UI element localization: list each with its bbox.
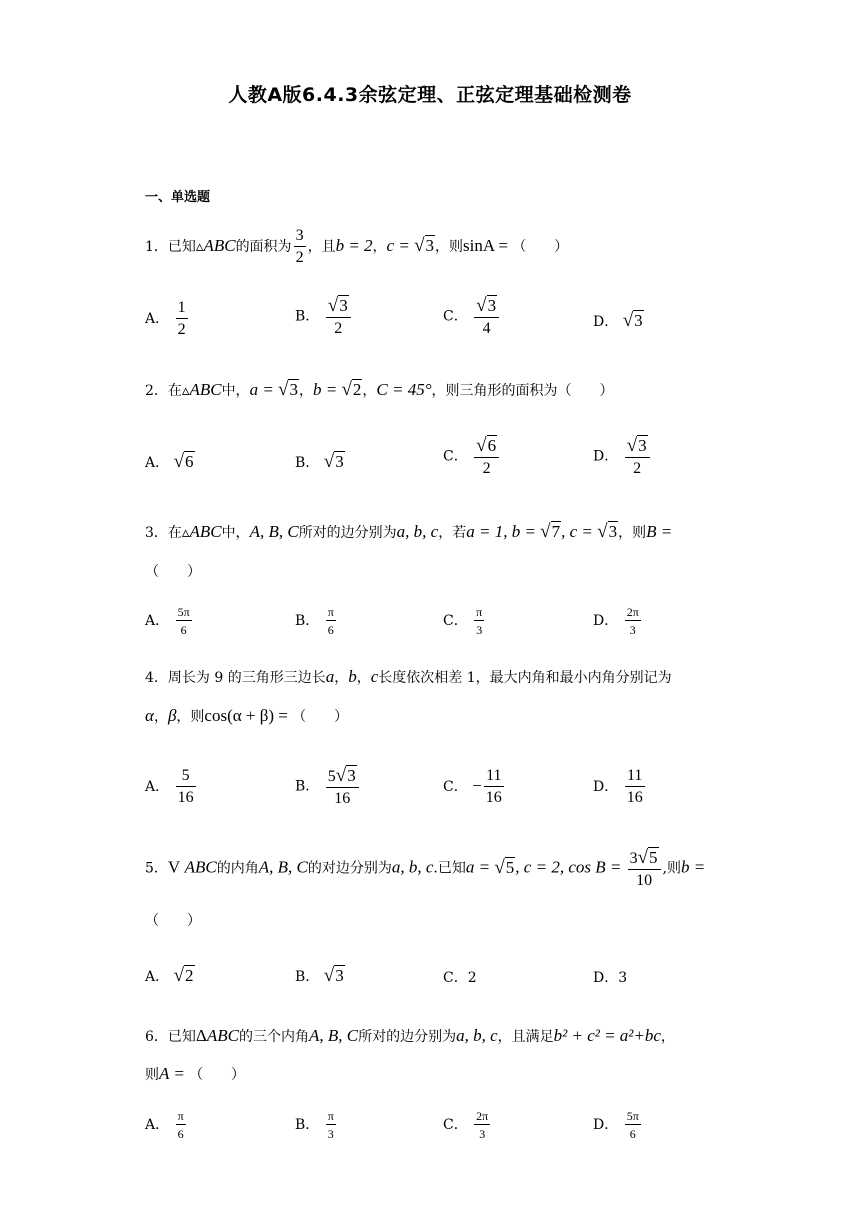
math-expression: b =: [312, 380, 342, 399]
fraction-pi-3: [474, 606, 484, 636]
option-label: D．: [593, 779, 619, 795]
fraction-11-16: [484, 768, 504, 806]
option-label: B．: [295, 455, 320, 471]
option-label: A．: [145, 455, 170, 471]
option-label: D．: [593, 314, 619, 330]
math-expression: a, b, c: [456, 1026, 498, 1045]
question-text: ，: [372, 239, 387, 255]
option-label: A．: [145, 969, 170, 985]
sqrt-5: √5: [494, 856, 515, 878]
sqrt-3: √3: [597, 521, 618, 542]
math-expression: B =: [646, 522, 673, 541]
question-text: 中，: [221, 525, 250, 541]
numerator: 2π: [476, 1109, 489, 1123]
option-label: B．: [295, 1117, 320, 1133]
fraction-2pi-3: [474, 1110, 490, 1140]
denominator: 4: [482, 320, 491, 337]
question-number: 4．: [145, 670, 168, 686]
question-text: （ ）: [189, 1067, 246, 1083]
math-expression: a, b, c: [396, 522, 439, 541]
option-label: C．: [443, 613, 468, 629]
page-title: 人教A版6.4.3余弦定理、正弦定理基础检测卷: [228, 84, 632, 106]
fraction-sqrt3-2: [326, 296, 351, 337]
option-value: 3: [618, 970, 628, 986]
radicand: 6: [185, 452, 194, 471]
question-number: 5．: [145, 860, 168, 877]
section-heading: 一、单选题: [145, 190, 211, 205]
sqrt-7: √7: [540, 521, 561, 542]
math-expression: b =: [680, 857, 706, 877]
option-label: A．: [145, 1117, 170, 1133]
option-label: C．: [443, 448, 468, 465]
sqrt-6: √6: [173, 451, 194, 472]
question-4-line2: [145, 706, 348, 726]
fraction-1-2: [176, 300, 188, 338]
numerator: π: [327, 1109, 334, 1123]
option-label: C．: [443, 1117, 468, 1133]
sqrt-2: √2: [173, 965, 194, 986]
question-5: [145, 848, 705, 889]
question-3: [145, 521, 672, 543]
option-label: B．: [295, 969, 320, 985]
denominator: 2: [633, 460, 642, 477]
option-label: A．: [145, 779, 170, 795]
numerator: 5π: [177, 605, 190, 619]
radicand: 3: [634, 311, 643, 330]
question-text: ，若: [438, 525, 467, 541]
question-text: ，: [153, 709, 168, 725]
question-text: 长度依次相差 1，最大内角和最小内角分别记为: [378, 670, 672, 686]
option-4a[interactable]: [145, 768, 198, 806]
question-text: 周长为 9 的三角形三边长: [167, 670, 326, 686]
question-6: 6．已知ΔABC的三个内角A, B, C所对的边分别为a, b, c，且满足b² + c² = a²+bc，: [145, 1026, 675, 1045]
question-2: [145, 379, 614, 401]
numerator: π: [327, 605, 334, 619]
option-label: D．: [593, 1117, 619, 1133]
coefficient: 3: [629, 850, 638, 867]
denominator: 3: [476, 623, 483, 637]
math-expression: b = 2: [335, 236, 373, 255]
option-label: D．: [593, 448, 619, 465]
math-expression: a = 1, b =: [466, 522, 541, 541]
math-expression: a =: [465, 857, 495, 877]
triangle-symbol: ▵: [195, 237, 204, 255]
math-expression: a, b, c: [391, 857, 434, 877]
option-6d[interactable]: [593, 1110, 643, 1140]
denominator: 16: [334, 790, 351, 807]
numerator: π: [476, 605, 483, 619]
sqrt-3: √3: [323, 451, 344, 472]
option-label: A．: [145, 311, 170, 327]
denominator: 3: [629, 623, 636, 637]
sqrt-5: √5: [637, 847, 658, 868]
radicand: 3: [425, 236, 435, 255]
question-number: 1．: [145, 239, 168, 255]
fraction-pi-6: [326, 606, 336, 636]
option-3b[interactable]: [295, 606, 338, 636]
math-expression: , c = 2, cos B =: [515, 857, 626, 877]
option-5a[interactable]: [145, 965, 195, 987]
math-var: α: [145, 706, 154, 725]
math-var: β: [167, 706, 177, 725]
radicand: 7: [551, 522, 561, 541]
math-var: c: [370, 667, 379, 686]
triangle-symbol: ▵: [181, 381, 190, 399]
math-expression: A =: [159, 1064, 190, 1083]
option-2b[interactable]: [295, 451, 345, 473]
fraction-pi-3: [326, 1110, 336, 1140]
radicand: 3: [638, 436, 647, 455]
question-text: ，则: [176, 709, 205, 725]
option-label: B．: [295, 308, 320, 325]
question-number: 3．: [145, 525, 168, 541]
option-value: 2: [467, 970, 477, 986]
fraction-11-16: [625, 768, 645, 806]
option-5d[interactable]: [593, 967, 627, 987]
fraction-5-16: [176, 768, 196, 806]
option-6c[interactable]: [443, 1110, 492, 1140]
numerator: 11: [484, 768, 504, 787]
question-3-answer-blank: （ ）: [145, 564, 201, 580]
math-expression: A, B, C: [308, 1026, 359, 1045]
radicand: 2: [352, 380, 362, 399]
denominator: 2: [334, 320, 343, 337]
numerator: 11: [625, 768, 645, 787]
question-text: （ ）: [512, 239, 569, 255]
denominator: 3: [479, 1127, 486, 1141]
math-abc: ABC: [189, 380, 222, 399]
option-1b[interactable]: [295, 296, 353, 337]
sqrt-3: √3: [327, 295, 348, 316]
option-label: C．: [443, 970, 468, 986]
option-5b[interactable]: [295, 965, 345, 987]
fraction-sqrt3-4: [474, 296, 499, 337]
question-number: 6．: [145, 1029, 168, 1045]
question-text: 的对边分别为: [307, 860, 392, 877]
question-text: ，: [356, 670, 371, 686]
sqrt-3: √3: [476, 295, 497, 316]
denominator: 10: [636, 872, 653, 889]
option-label: C．: [443, 779, 468, 795]
question-text: ，: [334, 670, 349, 686]
math-abc: ABC: [189, 522, 222, 541]
radicand: 3: [289, 380, 298, 399]
denominator: 16: [626, 789, 643, 806]
option-4b[interactable]: [295, 766, 361, 807]
denominator: 6: [177, 1127, 184, 1141]
fraction-5sqrt3-16: [326, 766, 359, 807]
fraction-pi-6: [176, 1110, 186, 1140]
question-text: 则: [145, 1067, 159, 1083]
question-text: ，: [362, 383, 377, 399]
denominator: 2: [295, 249, 304, 266]
option-label: D．: [593, 613, 619, 629]
math-abc: ABC: [184, 857, 217, 877]
fraction-2pi-3: [625, 606, 641, 636]
option-3d[interactable]: [593, 606, 643, 636]
question-text: .已知: [433, 860, 466, 877]
question-5-answer-blank: （ ）: [145, 913, 201, 929]
question-text: 中，: [221, 383, 250, 399]
math-expression: C = 45°: [376, 380, 432, 399]
math-expression: sinA =: [463, 236, 513, 255]
fraction-3sqrt5-10: [628, 848, 661, 889]
question-text: 在: [167, 525, 182, 541]
option-label: D．: [593, 970, 619, 986]
math-abc: ABC: [203, 236, 236, 255]
question-text: 已知: [167, 239, 196, 255]
math-expression: c =: [386, 236, 415, 255]
question-text: ，且满足: [497, 1029, 554, 1045]
question-text: ,则: [662, 860, 681, 877]
option-label: A．: [145, 613, 170, 629]
denominator: 16: [177, 789, 194, 806]
radicand: 3: [339, 296, 348, 315]
option-4d[interactable]: [593, 768, 647, 806]
option-1c[interactable]: [443, 296, 501, 337]
question-1: [145, 228, 568, 266]
math-expression: b² + c² = a²+bc: [553, 1026, 661, 1045]
fraction-3-2: [294, 228, 306, 266]
option-1a[interactable]: [145, 300, 190, 338]
sqrt-2: √2: [341, 379, 362, 400]
denominator: 16: [485, 789, 502, 806]
math-expression: a =: [249, 380, 279, 399]
numerator: 3: [294, 228, 306, 247]
fraction-5pi-6: [176, 606, 192, 636]
sqrt-3: √3: [278, 379, 298, 400]
question-4: [145, 667, 672, 687]
fraction-sqrt6-2: [474, 436, 499, 477]
option-1d[interactable]: [593, 310, 644, 332]
question-text: 已知: [167, 1029, 196, 1045]
sqrt-3: √3: [622, 310, 643, 331]
math-expression: A, B, C: [249, 522, 299, 541]
denominator: 2: [482, 460, 491, 477]
numerator: 1: [176, 300, 188, 319]
radicand: 3: [608, 522, 618, 541]
radicand: 3: [335, 966, 344, 985]
option-label: C．: [443, 308, 468, 325]
denominator: 2: [177, 321, 186, 338]
math-expression: , c =: [561, 522, 598, 541]
denominator: 6: [327, 623, 334, 637]
question-text: ，则: [435, 239, 464, 255]
option-3a[interactable]: [145, 606, 194, 636]
sqrt-3: √3: [414, 235, 435, 256]
math-abc: ABC: [206, 1026, 239, 1045]
sqrt-6: √6: [476, 435, 497, 456]
question-text: ，: [298, 383, 313, 399]
radicand: 6: [487, 436, 497, 455]
sqrt-3: √3: [335, 765, 356, 786]
question-6-line2: [145, 1064, 245, 1084]
sqrt-3: √3: [626, 435, 647, 456]
radicand: 3: [335, 452, 344, 471]
question-text: 的内角: [216, 860, 259, 877]
option-label: B．: [295, 613, 320, 629]
denominator: 3: [327, 1127, 334, 1141]
fraction-5pi-6: [625, 1110, 641, 1140]
option-6b[interactable]: [295, 1110, 338, 1140]
radicand: 2: [185, 966, 194, 985]
question-text: 所对的边分别为: [358, 1029, 457, 1045]
numerator: π: [177, 1109, 184, 1123]
math-var: b: [348, 667, 357, 686]
math-expression: cos(α + β) =: [204, 706, 293, 725]
question-text: （ ）: [292, 709, 349, 725]
math-var: a: [325, 667, 335, 686]
fraction-sqrt3-2: [625, 436, 650, 477]
denominator: 6: [180, 623, 187, 637]
numerator: 2π: [626, 605, 639, 619]
question-text: 的面积为: [235, 239, 292, 255]
option-2d[interactable]: [593, 436, 652, 477]
radicand: 5: [649, 848, 658, 867]
minus-sign: −: [472, 776, 482, 795]
denominator: 6: [629, 1127, 636, 1141]
numerator: 5: [176, 768, 196, 787]
question-number: 2．: [145, 383, 168, 399]
radicand: 3: [347, 766, 356, 785]
math-expression: A, B, C: [258, 857, 308, 877]
radicand: 3: [487, 296, 497, 315]
triangle-symbol: V: [167, 857, 181, 877]
sqrt-3: √3: [323, 965, 344, 986]
question-text: ，: [660, 1029, 675, 1045]
question-text: ，且: [307, 239, 336, 255]
coefficient: 5: [327, 768, 336, 785]
question-text: 在: [167, 383, 182, 399]
question-text: ，则: [618, 525, 647, 541]
question-text: 所对的边分别为: [298, 525, 397, 541]
question-text: ，则三角形的面积为（ ）: [431, 383, 614, 399]
option-3c[interactable]: [443, 606, 486, 636]
option-label: B．: [295, 778, 320, 795]
numerator: 5π: [626, 1109, 639, 1123]
question-text: 的三个内角: [238, 1029, 309, 1045]
option-2c[interactable]: [443, 436, 501, 477]
option-2a[interactable]: [145, 451, 195, 473]
option-5c[interactable]: [443, 967, 477, 987]
option-4c[interactable]: [443, 768, 506, 806]
triangle-symbol: ▵: [181, 523, 190, 541]
option-6a[interactable]: [145, 1110, 188, 1140]
radicand: 5: [505, 857, 515, 877]
